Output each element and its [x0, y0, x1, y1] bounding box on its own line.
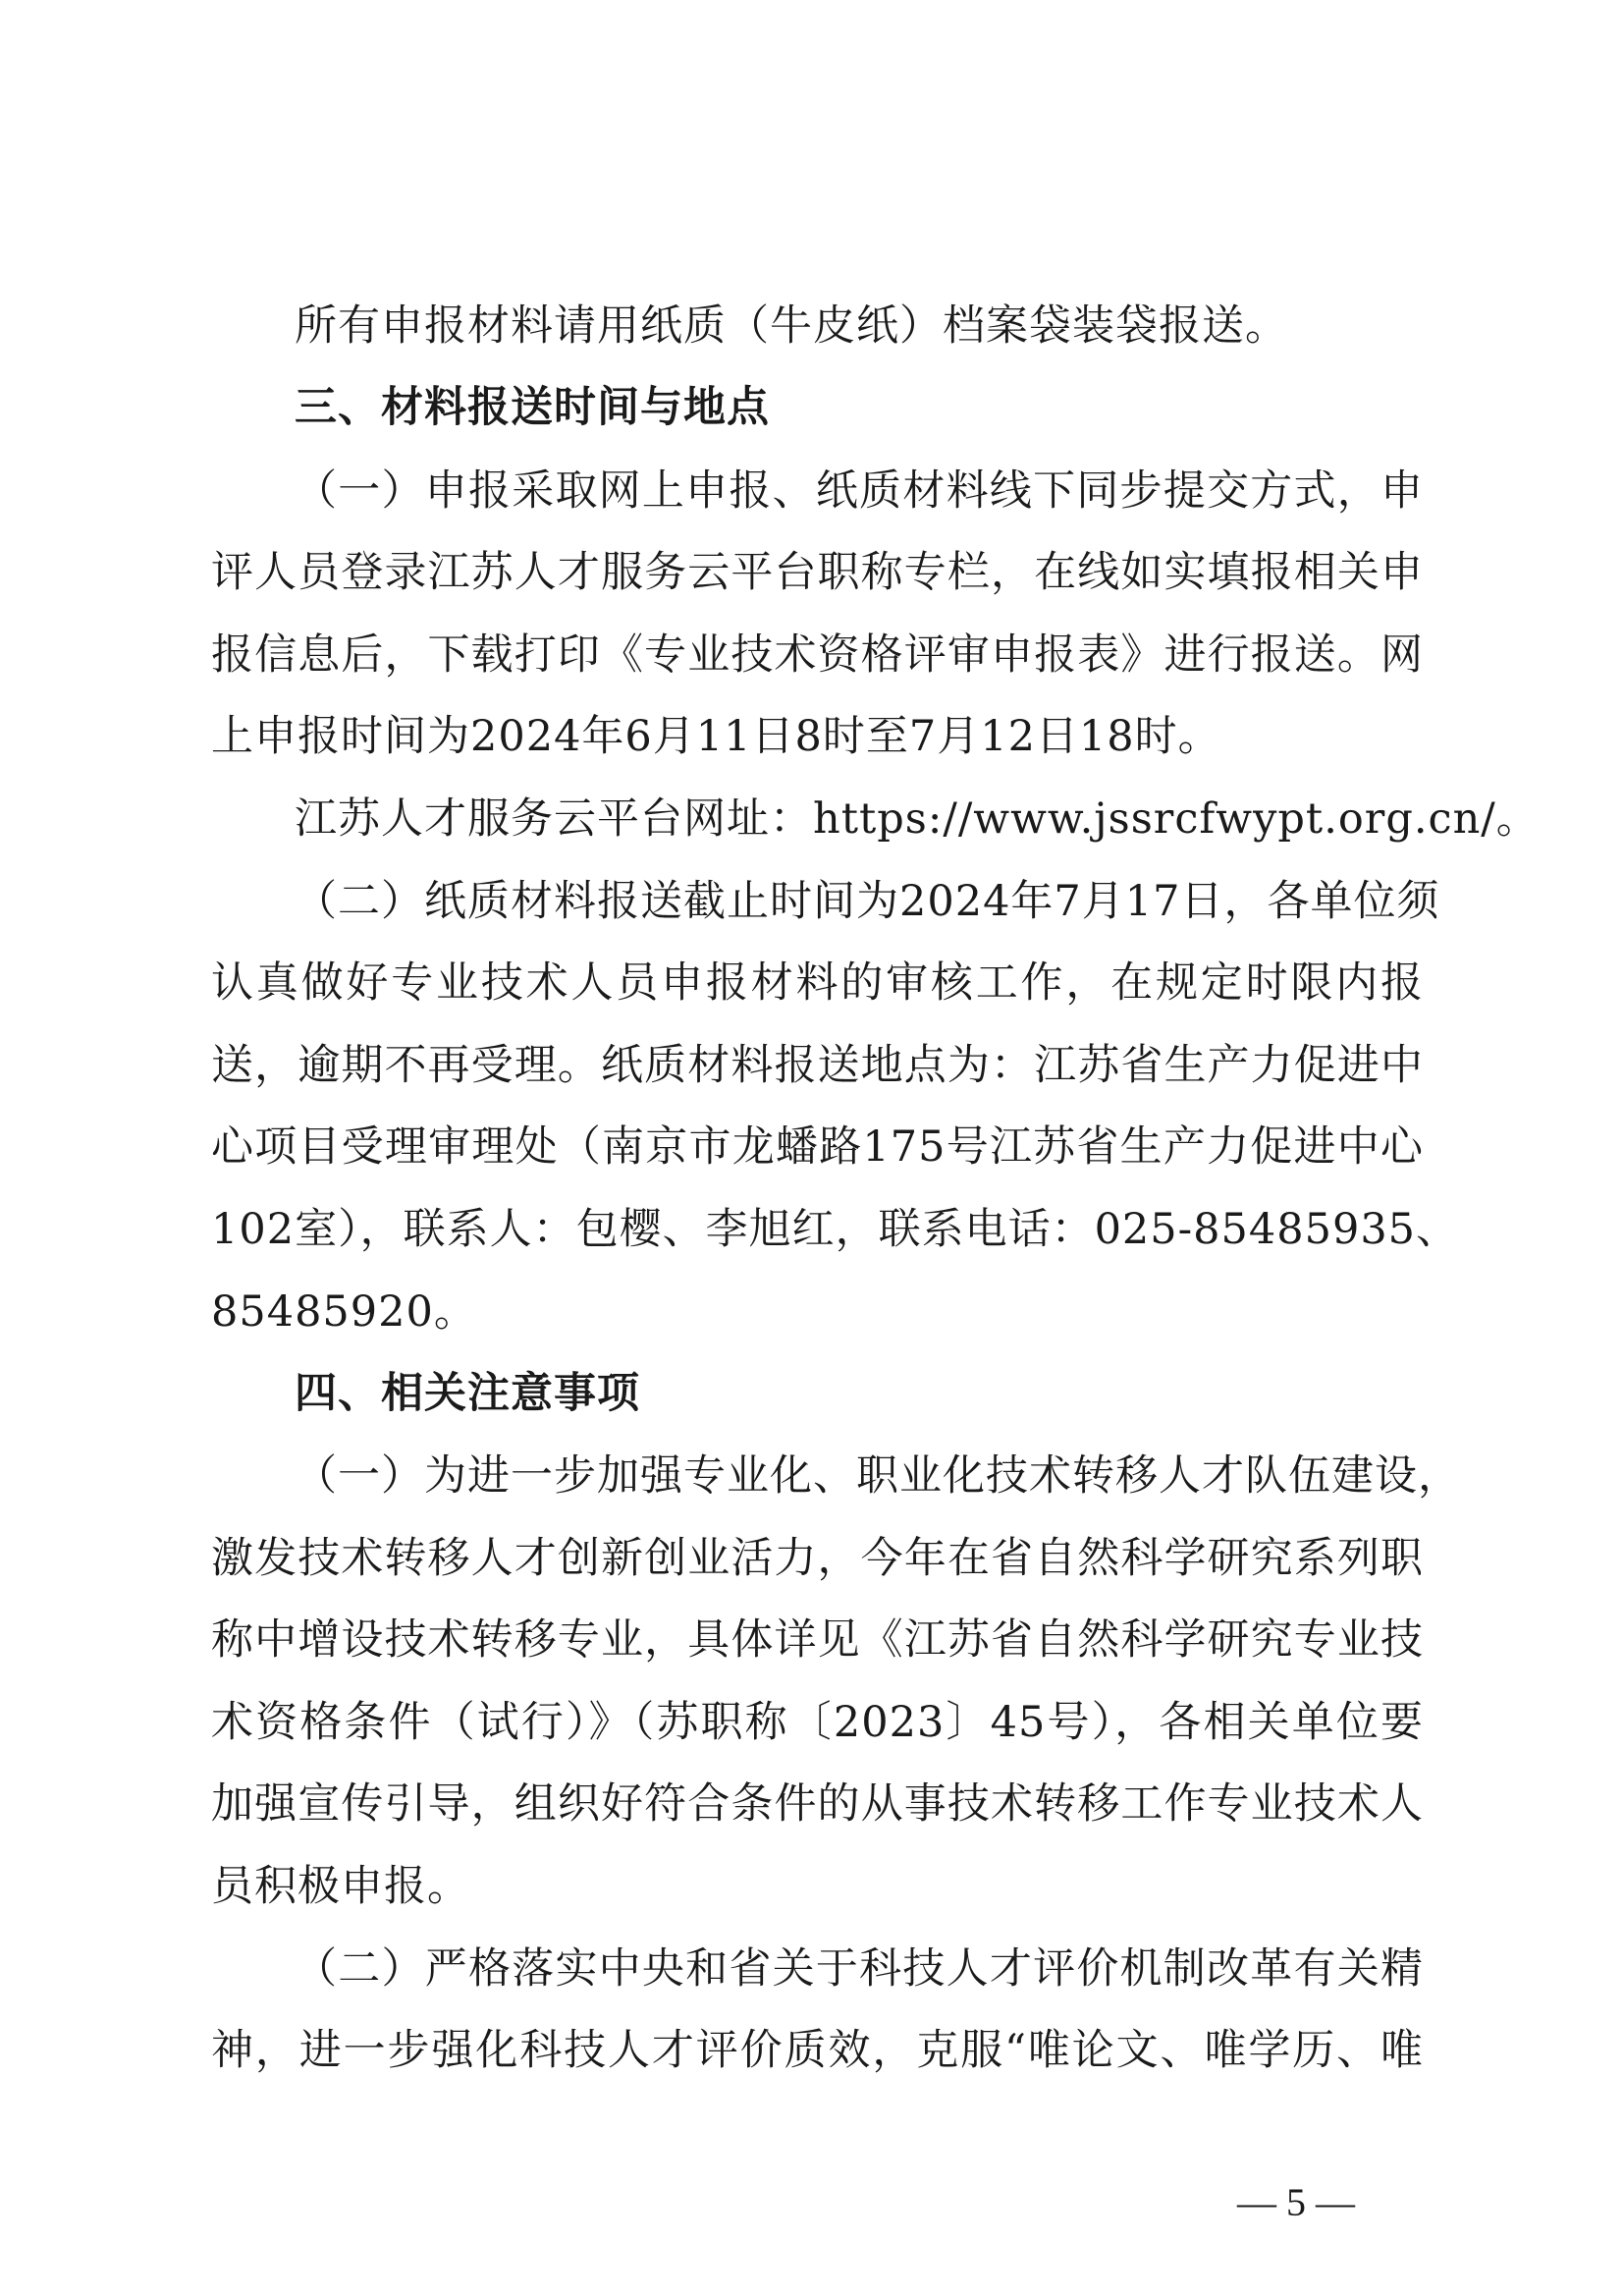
- paragraph-line: 心项目受理审理处（南京市龙蟠路175号江苏省生产力促进中心: [211, 1122, 1424, 1172]
- website-line: 江苏人才服务云平台网址：https://www.jssrcfwypt.org.cn/。: [295, 794, 1540, 844]
- paragraph-line: （二）严格落实中央和省关于科技人才评价机制改革有关精: [295, 1944, 1424, 1994]
- page-number: — 5 —: [1237, 2180, 1355, 2224]
- paragraph-line: 员积极申报。: [211, 1862, 470, 1911]
- paragraph-line: （二）纸质材料报送截止时间为2024年7月17日，各单位须: [295, 877, 1440, 926]
- paragraph-line: 认真做好专业技术人员申报材料的审核工作，在规定时限内报: [211, 958, 1424, 1008]
- paragraph-line: 102室），联系人：包樱、李旭红，联系电话：025-85485935、: [211, 1205, 1460, 1254]
- paragraph-line: 报信息后，下载打印《专业技术资格评审申报表》进行报送。网: [211, 630, 1424, 680]
- paragraph-line: 评人员登录江苏人才服务云平台职称专栏，在线如实填报相关申: [211, 548, 1424, 597]
- paragraph-line: 85485920。: [211, 1287, 477, 1337]
- paragraph-line: 称中增设技术转移专业，具体详见《江苏省自然科学研究专业技: [211, 1615, 1424, 1665]
- section-heading: 三、材料报送时间与地点: [295, 383, 770, 432]
- paragraph-line: 术资格条件（试行）》（苏职称〔2023〕45号），各相关单位要: [211, 1698, 1424, 1747]
- paragraph-line: （一）为进一步加强专业化、职业化技术转移人才队伍建设，: [295, 1451, 1461, 1501]
- paragraph-line: 加强宣传引导，组织好符合条件的从事技术转移工作专业技术人: [211, 1779, 1424, 1829]
- paragraph-line: 送，逾期不再受理。纸质材料报送地点为：江苏省生产力促进中: [211, 1041, 1424, 1090]
- paragraph-line: （一）申报采取网上申报、纸质材料线下同步提交方式，申: [295, 466, 1424, 516]
- paragraph-line: 神，进一步强化科技人才评价质效，克服“唯论文、唯学历、唯: [211, 2026, 1424, 2075]
- paragraph-line: 激发技术转移人才创新创业活力，今年在省自然科学研究系列职: [211, 1534, 1424, 1583]
- section-heading: 四、相关注意事项: [295, 1369, 640, 1418]
- paragraph-line: 所有申报材料请用纸质（牛皮纸）档案袋装袋报送。: [295, 301, 1288, 351]
- paragraph-line: 上申报时间为2024年6月11日8时至7月12日18时。: [211, 712, 1221, 761]
